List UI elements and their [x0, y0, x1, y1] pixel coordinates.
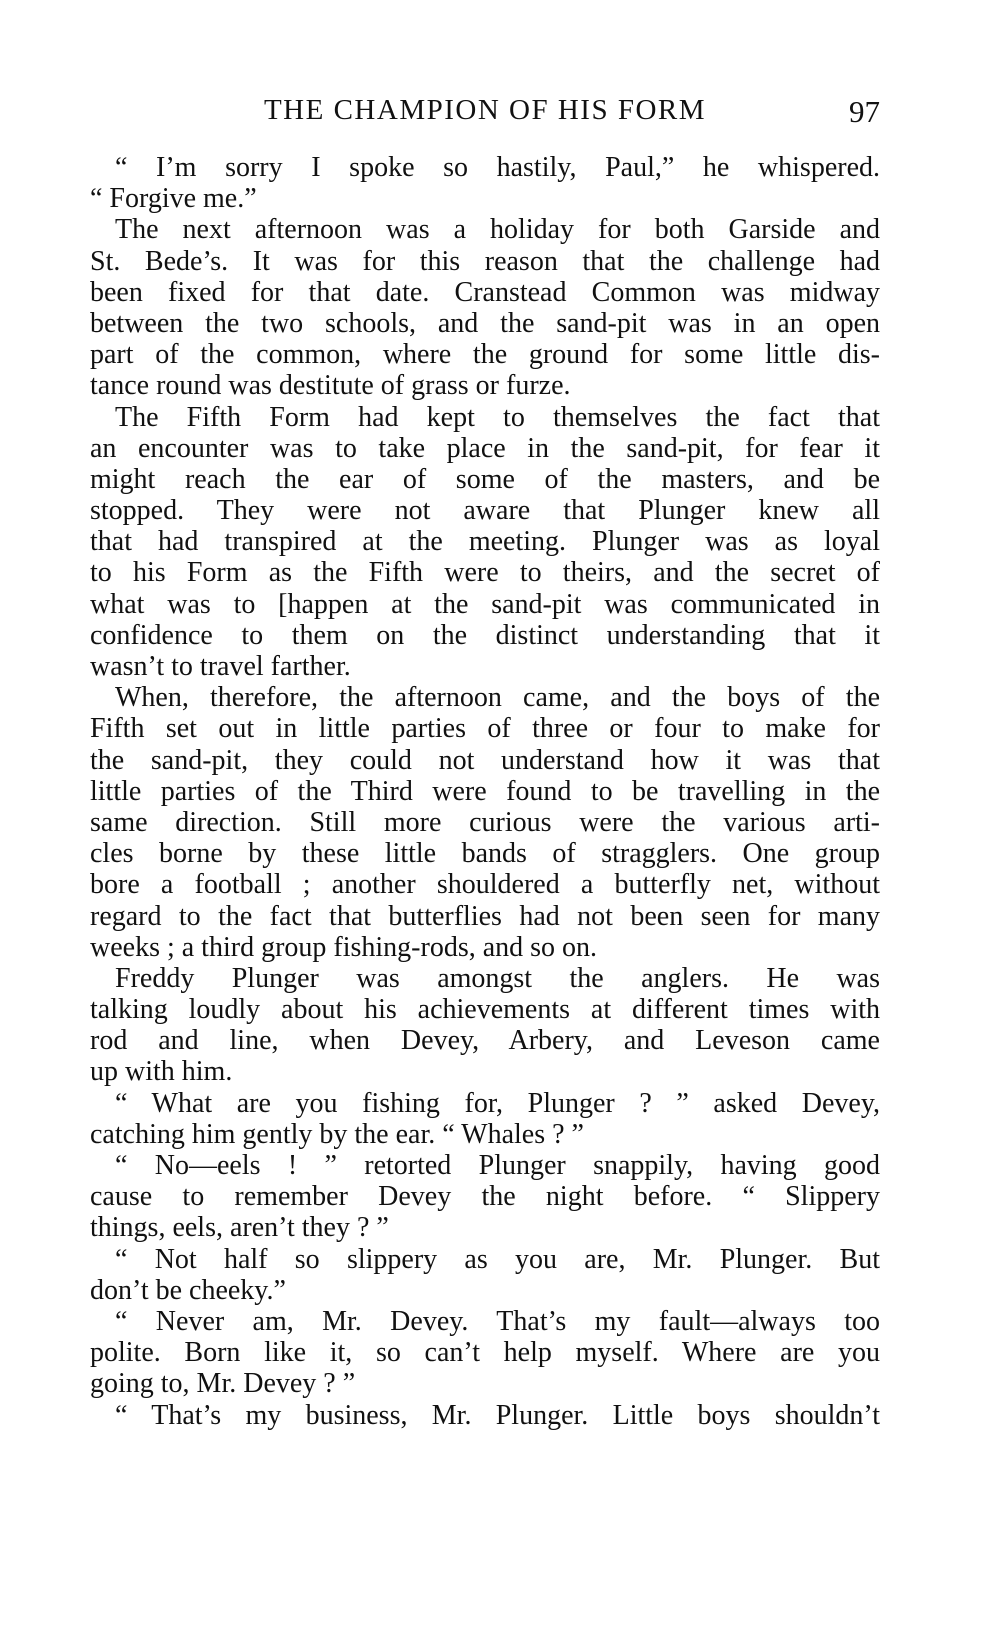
text-line: “ I’m sorry I spoke so hastily, Paul,” he whispered.: [115, 152, 880, 183]
text-line: “ That’s my business, Mr. Plunger. Little boys shouldn’t: [115, 1399, 880, 1431]
body-text: [90, 152, 880, 1431]
page-number: 97: [849, 94, 880, 129]
text-line: same direction. Still more curious were the various arti-: [90, 806, 880, 838]
text-line: talking loudly about his achievements at different times with: [90, 994, 880, 1026]
text-line: Freddy Plunger was amongst the anglers. He was: [115, 962, 880, 994]
text-line: what was to [happen at the sand-pit was communicated in: [90, 588, 880, 620]
text-line: “ No—eels ! ” retorted Plunger snappily, having good: [115, 1150, 880, 1181]
chapter-title: THE CHAMPION OF HIS FORM: [263, 94, 707, 126]
text-line: cause to remember Devey the night before. “ Slippery: [90, 1181, 880, 1213]
text-line: to his Form as the Fifth were to theirs, and the secret of: [90, 557, 880, 589]
running-head: [90, 90, 880, 130]
text-line: might reach the ear of some of the masters, and be: [90, 463, 880, 495]
text-line: an encounter was to take place in the sand-pit, for fear it: [90, 432, 880, 464]
text-line: rod and line, when Devey, Arbery, and Leveson came: [90, 1025, 880, 1057]
text-line: tance round was destitute of grass or furze.: [90, 370, 571, 402]
text-line: the sand-pit, they could not understand how it was that: [90, 744, 880, 776]
text-line: regard to the fact that butterflies had not been seen for many: [90, 900, 880, 932]
text-line: part of the common, where the ground for some little dis-: [90, 339, 880, 371]
text-line: things, eels, aren’t they ? ”: [90, 1212, 389, 1244]
text-line: confidence to them on the distinct understanding that it: [90, 619, 880, 651]
text-line: don’t be cheeky.”: [90, 1274, 286, 1306]
text-line: cles borne by these little bands of stragglers. One group: [90, 838, 880, 870]
text-line: “ Not half so slippery as you are, Mr. Plunger. But: [115, 1243, 880, 1275]
text-line: wasn’t to travel farther.: [90, 651, 351, 682]
text-line: “ Never am, Mr. Devey. That’s my fault—always too: [115, 1305, 880, 1337]
text-line: weeks ; a third group fishing-rods, and so on.: [90, 931, 598, 963]
text-line: up with him.: [90, 1056, 233, 1088]
text-line: bore a football ; another shouldered a butterfly net, without: [90, 869, 880, 901]
text-line: going to, Mr. Devey ? ”: [90, 1368, 356, 1400]
text-line: between the two schools, and the sand-pit was in an open: [90, 307, 880, 339]
text-line: Fifth set out in little parties of three or four to make for: [90, 713, 880, 745]
text-line: little parties of the Third were found to be travelling in the: [90, 775, 880, 807]
text-line: been fixed for that date. Cranstead Common was midway: [90, 276, 880, 308]
text-line: “ What are you fishing for, Plunger ? ” asked Devey,: [115, 1087, 880, 1119]
text-line: catching him gently by the ear. “ Whales ? ”: [90, 1118, 584, 1150]
text-line: “ Forgive me.”: [90, 183, 257, 215]
text-line: that had transpired at the meeting. Plunger was as loyal: [90, 526, 880, 558]
text-line: stopped. They were not aware that Plunger knew all: [90, 495, 880, 527]
text-line: polite. Born like it, so can’t help myself. Where are you: [90, 1337, 880, 1369]
text-line: The next afternoon was a holiday for both Garside and: [115, 214, 880, 246]
text-line: When, therefore, the afternoon came, and the boys of the: [115, 682, 880, 714]
text-line: The Fifth Form had kept to themselves the fact that: [115, 401, 880, 433]
text-line: St. Bede’s. It was for this reason that the challenge had: [90, 245, 880, 277]
